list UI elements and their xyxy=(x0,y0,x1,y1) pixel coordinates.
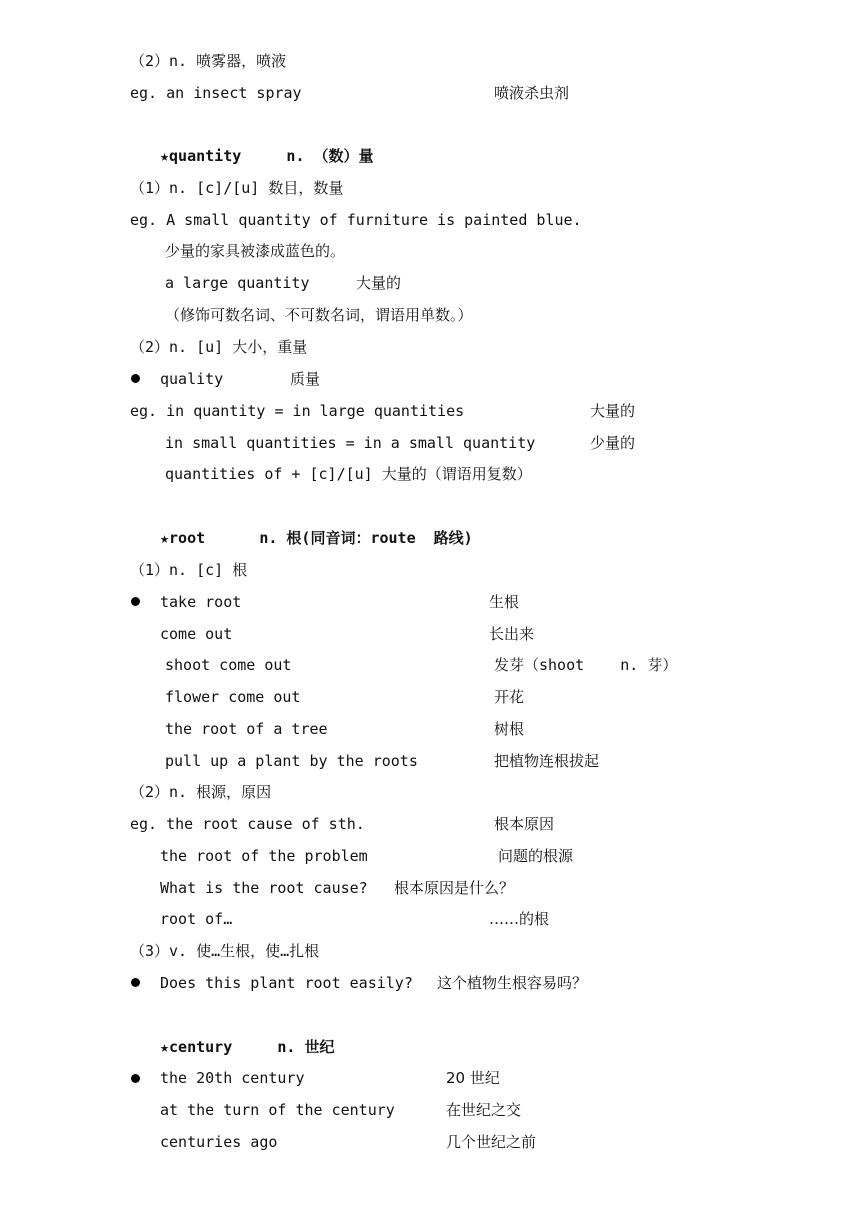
example-translation: 大量的 xyxy=(590,402,636,420)
entry-heading-century: ★century n. 世纪 xyxy=(160,1038,335,1056)
phrase: flower come out xyxy=(165,688,301,706)
example-line: eg. the root cause of sth. xyxy=(130,815,365,833)
phrase: come out xyxy=(160,625,233,643)
sense-line: （2）n. 根源，原因 xyxy=(130,783,272,801)
sense-line: （2）n. 喷雾器，喷液 xyxy=(130,52,287,70)
phrase: in small quantities = in a small quantity xyxy=(165,434,536,452)
phrase: pull up a plant by the roots xyxy=(165,752,418,770)
phrase-translation: 在世纪之交 xyxy=(446,1101,522,1119)
phrase-translation: ……的根 xyxy=(489,910,550,928)
bullet-icon xyxy=(131,374,140,383)
phrase: quantities of + [c]/[u] 大量的（谓语用复数） xyxy=(165,465,532,483)
phrase-translation: 生根 xyxy=(489,593,520,611)
bullet-icon xyxy=(131,978,140,987)
example-translation: 根本原因 xyxy=(494,815,555,833)
sense-line: （2）n. [u] 大小，重量 xyxy=(130,338,308,356)
example-line: eg. in quantity = in large quantities xyxy=(130,402,465,420)
example-translation: 喷液杀虫剂 xyxy=(494,84,570,102)
phrase-translation: 几个世纪之前 xyxy=(446,1133,537,1151)
phrase: shoot come out xyxy=(165,656,292,674)
example-translation: 少量的家具被漆成蓝色的。 xyxy=(165,242,346,260)
bullet-icon xyxy=(131,1074,140,1083)
phrase: centuries ago xyxy=(160,1133,278,1151)
phrase-translation: 树根 xyxy=(494,720,525,738)
example-line: Does this plant root easily? xyxy=(160,974,413,992)
usage-note: （修饰可数名词、不可数名词，谓语用单数。） xyxy=(165,306,473,324)
phrase: What is the root cause? xyxy=(160,879,368,897)
phrase-translation: 开花 xyxy=(494,688,525,706)
example-line: eg. A small quantity of furniture is painted blue. xyxy=(130,211,582,229)
entry-heading-quantity: ★quantity n. （数）量 xyxy=(160,147,374,165)
phrase-translation: 问题的根源 xyxy=(498,847,574,865)
phrase: the root of a tree xyxy=(165,720,328,738)
phrase: root of… xyxy=(160,910,233,928)
phrase-translation: 20 世纪 xyxy=(446,1069,500,1087)
phrase-translation: 发芽（shoot n. 芽） xyxy=(494,656,678,674)
phrase-translation: 大量的 xyxy=(356,274,402,292)
entry-heading-root: ★root n. 根(同音词：route 路线) xyxy=(160,529,473,547)
example-translation: 这个植物生根容易吗？ xyxy=(437,974,588,992)
phrase: the 20th century xyxy=(160,1069,305,1087)
sense-line: （3）v. 使…生根，使…扎根 xyxy=(130,942,320,960)
bullet-icon xyxy=(131,597,140,606)
phrase: a large quantity xyxy=(165,274,310,292)
phrase: at the turn of the century xyxy=(160,1101,395,1119)
example-line: eg. an insect spray xyxy=(130,84,302,102)
sense-line: （1）n. [c] 根 xyxy=(130,561,248,579)
phrase: take root xyxy=(160,593,242,611)
phrase: the root of the problem xyxy=(160,847,368,865)
phrase-translation: 把植物连根拔起 xyxy=(494,752,600,770)
phrase-translation: 质量 xyxy=(290,370,321,388)
phrase-translation: 根本原因是什么？ xyxy=(394,879,515,897)
phrase-translation: 少量的 xyxy=(590,434,636,452)
phrase: quality xyxy=(160,370,224,388)
sense-line: （1）n. [c]/[u] 数目，数量 xyxy=(130,179,344,197)
phrase-translation: 长出来 xyxy=(489,625,535,643)
